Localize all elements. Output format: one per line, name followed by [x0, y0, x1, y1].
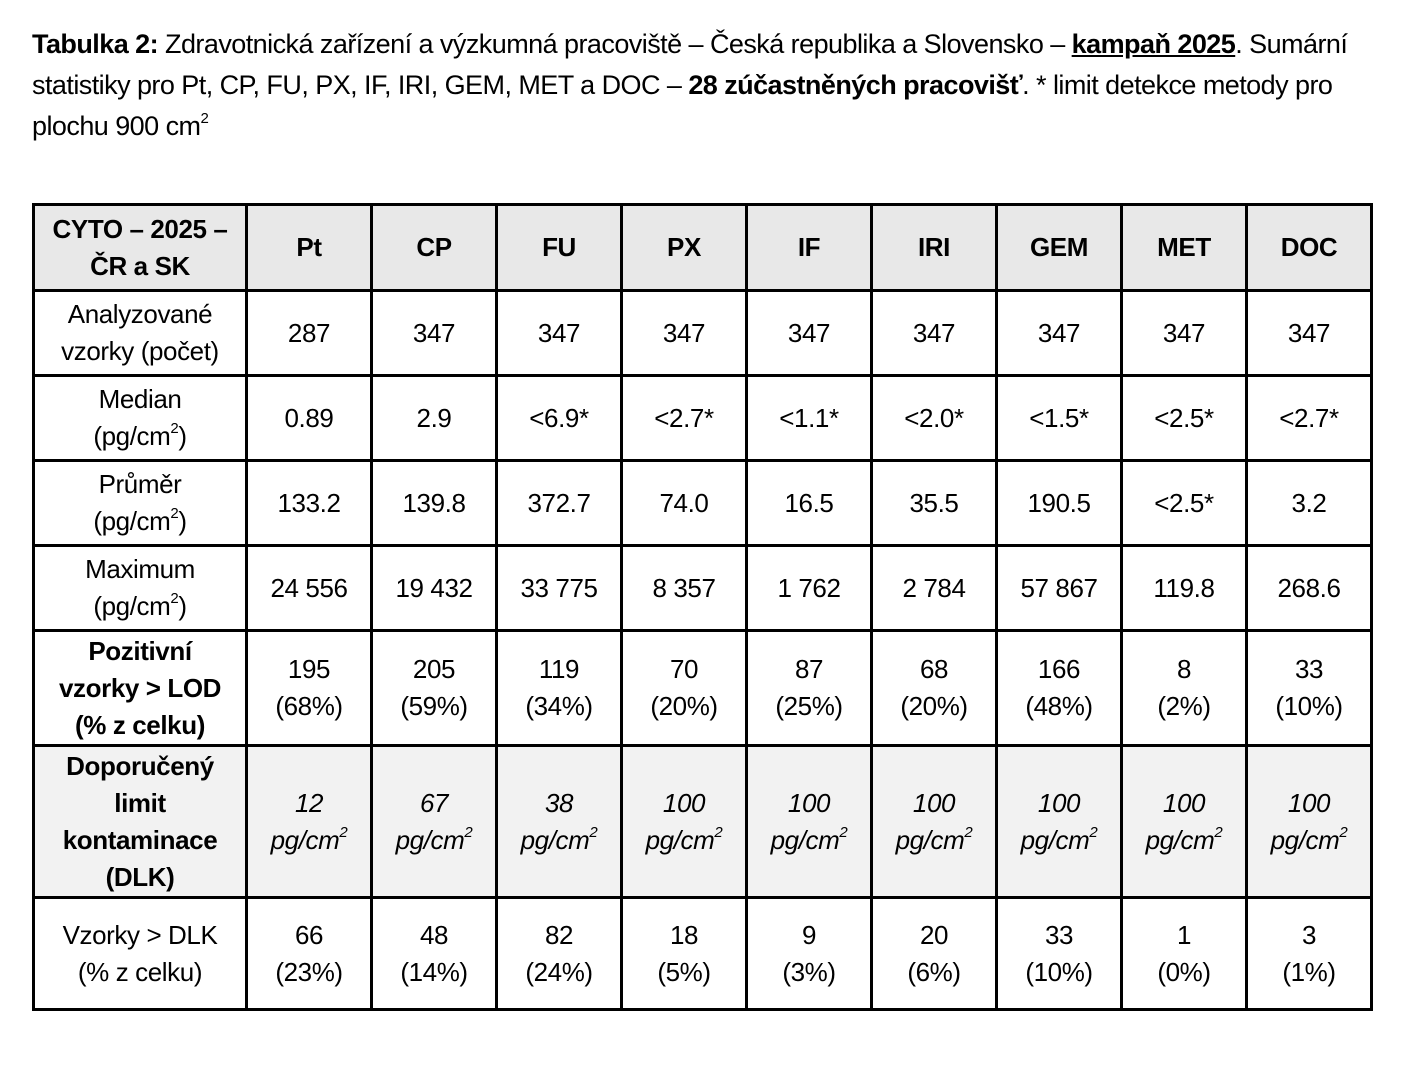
table-cell: 347	[997, 291, 1122, 376]
cell-count: 195	[287, 654, 331, 684]
table-cell	[372, 898, 497, 1010]
table-cell	[997, 898, 1122, 1010]
table-cell: 190.5	[997, 461, 1122, 546]
cell-percent: (1%)	[1282, 956, 1336, 987]
table-cell: <2.5*	[1122, 376, 1247, 461]
table-cell: 347	[1247, 291, 1372, 376]
row-label	[34, 376, 247, 461]
table-cell	[247, 631, 372, 746]
cell-count: 18	[669, 919, 699, 950]
table-cell	[747, 631, 872, 746]
cell-count: 68	[919, 654, 949, 684]
row-label-end: )	[178, 591, 187, 621]
table-cell	[622, 898, 747, 1010]
cell-unit-sup: 2	[1089, 823, 1098, 841]
table-cell: <1.5*	[997, 376, 1122, 461]
table-cell: 347	[622, 291, 747, 376]
table-cell: 119.8	[1122, 546, 1247, 631]
cell-unit: pg/cm	[1270, 824, 1340, 855]
cell-count: 48	[419, 919, 449, 950]
caption-campaign: kampaň 2025	[1071, 29, 1236, 59]
caption-label: Tabulka 2:	[32, 29, 159, 59]
cell-percent: (2%)	[1157, 691, 1211, 721]
cell-value: 100	[1287, 787, 1331, 818]
table-cell: 19 432	[372, 546, 497, 631]
table-cell: 347	[872, 291, 997, 376]
cell-percent: (10%)	[1275, 691, 1343, 721]
cell-count: 87	[794, 654, 824, 684]
cell-value: 100	[1162, 787, 1206, 818]
cell-unit: pg/cm	[770, 824, 840, 855]
cell-count: 33	[1294, 654, 1324, 684]
cell-percent: (3%)	[782, 956, 836, 987]
table-row	[34, 376, 1372, 461]
row-label-sup: 2	[170, 590, 179, 607]
cell-percent: (0%)	[1157, 956, 1211, 987]
table-cell: 74.0	[622, 461, 747, 546]
cell-unit: pg/cm	[395, 824, 465, 855]
table-cell	[1122, 746, 1247, 898]
cell-percent: (25%)	[775, 691, 843, 721]
cell-count: 9	[801, 919, 817, 950]
cell-unit: pg/cm	[645, 824, 715, 855]
cell-unit-sup: 2	[1339, 823, 1348, 841]
caption-superscript: 2	[200, 110, 209, 127]
cell-count: 8	[1176, 654, 1192, 684]
cell-percent: (24%)	[525, 956, 593, 987]
table-cell: 347	[747, 291, 872, 376]
table-row	[34, 898, 1372, 1010]
column-header: GEM	[997, 205, 1122, 291]
table-cell: 33 775	[497, 546, 622, 631]
cell-count: 1	[1176, 919, 1192, 950]
cell-percent: (10%)	[1025, 956, 1093, 987]
column-header: DOC	[1247, 205, 1372, 291]
table-cell: 0.89	[247, 376, 372, 461]
table-cell: 268.6	[1247, 546, 1372, 631]
table-cell	[247, 898, 372, 1010]
cell-unit-sup: 2	[839, 823, 848, 841]
cell-count: 70	[669, 654, 699, 684]
table-cell: 347	[1122, 291, 1247, 376]
caption-sites: 28 zúčastněných pracovišť	[688, 70, 1023, 100]
table-cell: <2.5*	[1122, 461, 1247, 546]
cell-unit-sup: 2	[339, 823, 348, 841]
row-label	[34, 546, 247, 631]
table-cell: <1.1*	[747, 376, 872, 461]
table-cell	[497, 746, 622, 898]
row-label-end: )	[178, 506, 187, 536]
table-cell: 372.7	[497, 461, 622, 546]
column-header: FU	[497, 205, 622, 291]
table-row	[34, 291, 1372, 376]
cell-count: 33	[1044, 919, 1074, 950]
table-cell: 2.9	[372, 376, 497, 461]
caption-text-3: . * limit detekce metody pro plochu 900 cm	[32, 70, 1333, 141]
cell-unit: pg/cm	[520, 824, 590, 855]
table-cell: <2.7*	[1247, 376, 1372, 461]
table-cell	[497, 631, 622, 746]
table-cell	[872, 631, 997, 746]
cell-value: 100	[787, 787, 831, 818]
cell-count: 20	[919, 919, 949, 950]
cell-count: 82	[544, 919, 574, 950]
table-cell	[747, 746, 872, 898]
cell-percent: (20%)	[900, 691, 968, 721]
table-cell: 287	[247, 291, 372, 376]
table-cell	[997, 631, 1122, 746]
caption-text-1: Zdravotnická zařízení a výzkumná pracoviště – Česká republika a Slovensko –	[158, 29, 1072, 59]
cell-percent: (23%)	[275, 956, 343, 987]
table-cell: 16.5	[747, 461, 872, 546]
cell-count: 205	[412, 654, 456, 684]
row-label: Pozitivní vzorky > LOD (% z celku)	[34, 631, 247, 746]
cell-count: 166	[1037, 654, 1081, 684]
cell-value: 67	[419, 787, 449, 818]
row-label-text: Průměr (pg/cm	[93, 469, 182, 536]
table-cell: 347	[372, 291, 497, 376]
cell-unit: pg/cm	[1020, 824, 1090, 855]
table-row	[34, 746, 1372, 898]
cell-count: 119	[538, 654, 580, 684]
statistics-table	[32, 203, 1373, 1011]
table-caption	[32, 24, 1377, 147]
cell-unit-sup: 2	[964, 823, 973, 841]
table-cell	[1122, 631, 1247, 746]
row-label-text: Median (pg/cm	[93, 384, 182, 451]
cell-percent: (59%)	[400, 691, 468, 721]
column-header: CP	[372, 205, 497, 291]
cell-unit-sup: 2	[589, 823, 598, 841]
table-cell: 35.5	[872, 461, 997, 546]
table-cell	[372, 631, 497, 746]
cell-percent: (48%)	[1025, 691, 1093, 721]
table-cell	[997, 746, 1122, 898]
row-label-sup: 2	[170, 420, 179, 437]
table-cell	[1122, 898, 1247, 1010]
cell-percent: (68%)	[275, 691, 343, 721]
table-cell	[247, 746, 372, 898]
table-cell: 1 762	[747, 546, 872, 631]
table-row	[34, 546, 1372, 631]
column-header: Pt	[247, 205, 372, 291]
row-label: Vzorky > DLK (% z celku)	[34, 898, 247, 1010]
column-header: MET	[1122, 205, 1247, 291]
cell-unit: pg/cm	[270, 824, 340, 855]
table-cell: <2.0*	[872, 376, 997, 461]
cell-percent: (14%)	[400, 956, 468, 987]
row-label-end: )	[178, 421, 187, 451]
table-header-row	[34, 205, 1372, 291]
table-row	[34, 461, 1372, 546]
column-header: IF	[747, 205, 872, 291]
table-row	[34, 631, 1372, 746]
cell-percent: (6%)	[907, 956, 961, 987]
corner-header: CYTO – 2025 – ČR a SK	[34, 205, 247, 291]
cell-percent: (5%)	[657, 956, 711, 987]
row-label	[34, 461, 247, 546]
cell-unit-sup: 2	[464, 823, 473, 841]
column-header: PX	[622, 205, 747, 291]
table-cell	[1247, 746, 1372, 898]
table-cell	[872, 898, 997, 1010]
cell-percent: (34%)	[525, 691, 593, 721]
cell-unit: pg/cm	[895, 824, 965, 855]
table-cell: <6.9*	[497, 376, 622, 461]
cell-count: 3	[1301, 919, 1317, 950]
cell-value: 100	[1037, 787, 1081, 818]
table-cell: 2 784	[872, 546, 997, 631]
table-cell	[497, 898, 622, 1010]
row-label-sup: 2	[170, 505, 179, 522]
cell-value: 100	[662, 787, 706, 818]
table-cell: <2.7*	[622, 376, 747, 461]
row-label: Analyzované vzorky (počet)	[34, 291, 247, 376]
row-label: Doporučený limit kontaminace (DLK)	[34, 746, 247, 898]
cell-count: 66	[294, 919, 324, 950]
table-cell: 57 867	[997, 546, 1122, 631]
table-cell	[747, 898, 872, 1010]
table-cell: 3.2	[1247, 461, 1372, 546]
table-cell: 139.8	[372, 461, 497, 546]
table-cell	[372, 746, 497, 898]
cell-unit-sup: 2	[1214, 823, 1223, 841]
table-cell: 24 556	[247, 546, 372, 631]
column-header: IRI	[872, 205, 997, 291]
table-cell: 347	[497, 291, 622, 376]
table-cell	[1247, 898, 1372, 1010]
cell-value: 38	[544, 787, 574, 818]
cell-percent: (20%)	[650, 691, 718, 721]
row-label-text: Maximum (pg/cm	[85, 554, 195, 621]
cell-unit-sup: 2	[714, 823, 723, 841]
table-cell	[622, 746, 747, 898]
cell-unit: pg/cm	[1145, 824, 1215, 855]
caption-text-2: . Sumární statistiky pro Pt, CP, FU, PX, IF, IRI, GEM, MET a DOC –	[32, 29, 1348, 100]
table-cell: 133.2	[247, 461, 372, 546]
table-cell	[872, 746, 997, 898]
table-cell	[622, 631, 747, 746]
table-cell	[1247, 631, 1372, 746]
cell-value: 100	[912, 787, 956, 818]
cell-value: 12	[294, 787, 324, 818]
table-cell: 8 357	[622, 546, 747, 631]
